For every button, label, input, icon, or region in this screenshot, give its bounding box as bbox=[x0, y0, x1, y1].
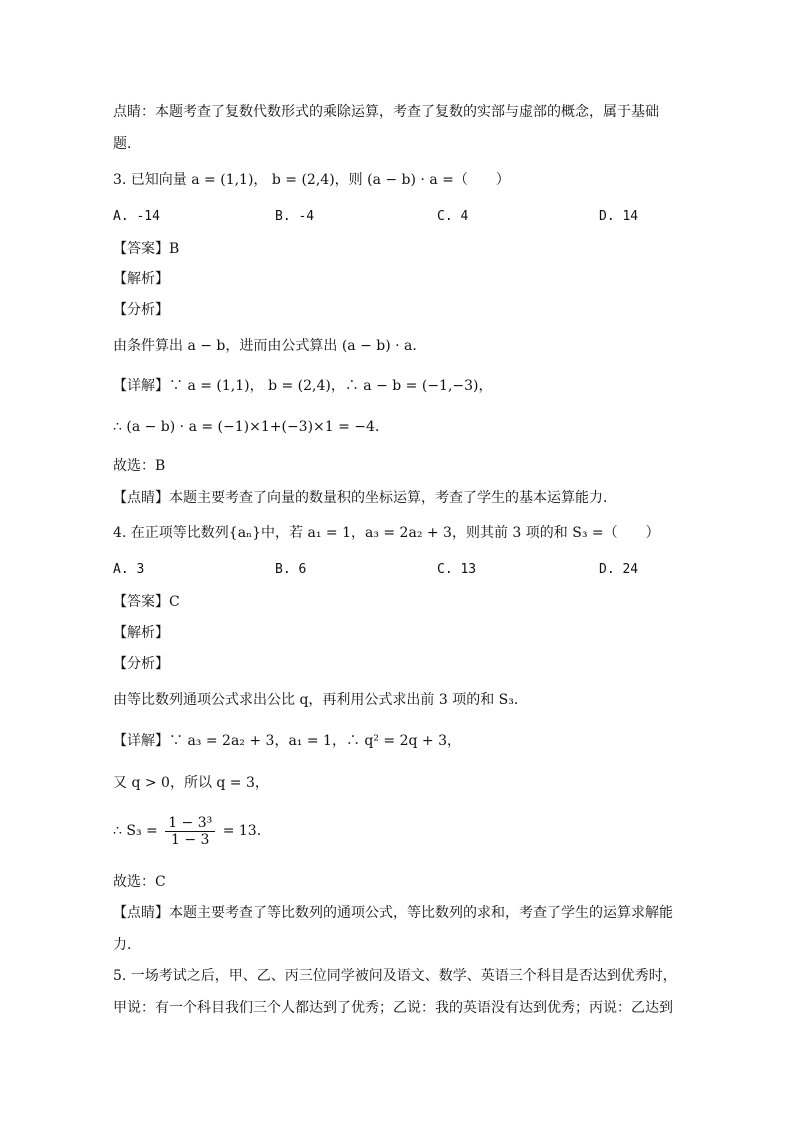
solution-idea-header-3: 【分析】 bbox=[113, 302, 169, 318]
detail-3-line-2: ∴ (a − b) · a = (−1)×1+(−3)×1 = −4． bbox=[113, 419, 389, 435]
option-3-d: D. 14 bbox=[599, 209, 639, 224]
option-4-d: D. 24 bbox=[599, 562, 639, 577]
option-3-a: A. -14 bbox=[113, 209, 160, 224]
sum-fraction bbox=[165, 815, 215, 848]
solution-idea-4: 由等比数列通项公式求出公比 q，再利用公式求出前 3 项的和 S₃． bbox=[113, 692, 528, 708]
sum-result: = 13． bbox=[222, 823, 271, 839]
detail-4-line-2: 又 q > 0，所以 q = 3， bbox=[113, 775, 269, 791]
answer-3: 【答案】B bbox=[113, 241, 180, 257]
analysis-header-3: 【解析】 bbox=[113, 271, 169, 287]
option-3-c: C. 4 bbox=[437, 209, 469, 224]
detail-4-line-1: 【详解】∵ a₃ = 2a₂ + 3，a₁ = 1，∴ q² = 2q + 3， bbox=[113, 733, 462, 749]
comment-line-2: 题． bbox=[113, 136, 141, 152]
option-4-c: C. 13 bbox=[437, 562, 477, 577]
solution-idea-header-4: 【分析】 bbox=[113, 656, 169, 672]
choice-3: 故选：B bbox=[113, 458, 166, 474]
analysis-header-4: 【解析】 bbox=[113, 625, 169, 641]
option-3-b: B. -4 bbox=[275, 209, 315, 224]
detail-3-line-1: 【详解】∵ a = (1,1)， b = (2,4)，∴ a − b = (−1,−3)， bbox=[113, 378, 493, 394]
question-5-line-2: 甲说：有一个科目我们三个人都达到了优秀；乙说：我的英语没有达到优秀；丙说：乙达到 bbox=[113, 1000, 673, 1016]
question-5-line-1: 5. 一场考试之后，甲、乙、丙三位同学被问及语文、数学、英语三个科目是否达到优秀时， bbox=[113, 968, 677, 984]
comment-4-line-2: 力． bbox=[113, 937, 141, 953]
choice-4: 故选：C bbox=[113, 874, 166, 890]
answer-4: 【答案】C bbox=[113, 594, 180, 610]
fraction-denominator: 1 − 3 bbox=[171, 831, 210, 848]
comment-3: 【点睛】本题主要考查了向量的数量积的坐标运算，考查了学生的基本运算能力． bbox=[113, 490, 617, 506]
question-3: 3. 已知向量 a = (1,1)， b = (2,4)，则 (a − b) · a =（ ） bbox=[113, 172, 510, 188]
detail-4-line-3 bbox=[113, 813, 271, 849]
comment-line-1: 点睛：本题考查了复数代数形式的乘除运算，考查了复数的实部与虚部的概念，属于基础 bbox=[113, 104, 659, 120]
fraction-numerator: 1 − 3³ bbox=[165, 815, 215, 832]
comment-4-line-1: 【点睛】本题主要考查了等比数列的通项公式，等比数列的求和，考查了学生的运算求解能 bbox=[113, 905, 673, 921]
option-4-b: B. 6 bbox=[275, 562, 307, 577]
question-4: 4. 在正项等比数列{aₙ}中，若 a₁ = 1，a₃ = 2a₂ + 3，则其前 3 项的和 S₃ =（ ） bbox=[113, 525, 660, 541]
option-4-a: A. 3 bbox=[113, 562, 145, 577]
solution-idea-3: 由条件算出 a − b，进而由公式算出 (a − b) · a． bbox=[113, 338, 427, 354]
sum-prefix: ∴ S₃ = bbox=[113, 823, 158, 839]
